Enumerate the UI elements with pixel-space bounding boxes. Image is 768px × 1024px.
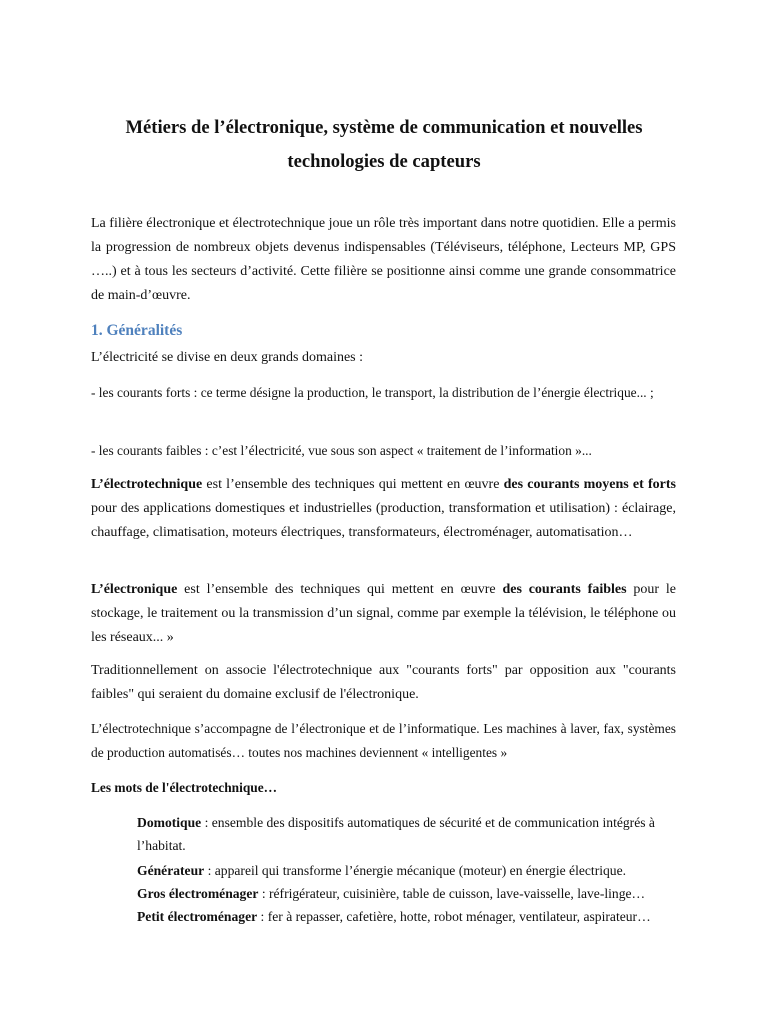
definition-term: Gros électroménager [137, 886, 259, 901]
section-heading-generalites: 1. Généralités [91, 322, 183, 339]
paragraph-courants-forts: - les courants forts : ce terme désigne la production, le transport, la distribution de l’énergie électrique... ; [91, 385, 654, 400]
term-electrotechnique: L’électrotechnique [91, 477, 203, 492]
definition-text: : appareil qui transforme l’énergie mécanique (moteur) en énergie électrique. [204, 863, 627, 878]
title-line-2: technologies de capteurs [287, 151, 481, 172]
paragraph-text: est l’ensemble des techniques qui mettent en œuvre [177, 582, 503, 597]
paragraph-courants-faibles: - les courants faibles : c’est l’électricité, vue sous son aspect « traitement de l’information »... [91, 443, 592, 458]
definition-text: : ensemble des dispositifs automatiques de sécurité et de communication intégrés à l’habitat. [137, 815, 655, 853]
definition-text: : réfrigérateur, cuisinière, table de cuisson, lave-vaisselle, lave-linge… [258, 886, 646, 901]
paragraph-text: est l’ensemble des techniques qui mettent en œuvre [202, 477, 504, 492]
paragraph-text: pour le stockage, le traitement ou la transmission d’un signal, comme par exemple la télévision, le téléphone ou les réseaux... » [91, 582, 676, 645]
definition-term: Petit électroménager [137, 909, 258, 924]
definition-term: Domotique [137, 815, 202, 830]
paragraph-domains: L’électricité se divise en deux grands domaines : [91, 350, 364, 365]
definition-item [137, 859, 677, 882]
words-heading: Les mots de l'électrotechnique… [91, 780, 278, 795]
paragraph-accompagne: L’électrotechnique s’accompagne de l’électronique et de l’informatique. Les machines à laver, fax, systèmes de production automatisés… toutes nos machines deviennent « intelligentes » [91, 721, 676, 760]
definition-item [137, 905, 677, 928]
paragraph-electronique [91, 578, 676, 650]
definition-item [137, 882, 677, 905]
document-title [80, 111, 688, 179]
term-courants-moyens-forts: des courants moyens et forts [503, 477, 676, 492]
paragraph-electrotechnique [91, 473, 676, 545]
term-electronique: L’électronique [91, 582, 178, 597]
definition-text: : fer à repasser, cafetière, hotte, robot ménager, ventilateur, aspirateur… [257, 909, 651, 924]
paragraph-traditionnellement: Traditionnellement on associe l'électrotechnique aux "courants forts" par opposition aux "courants faibles" qui seraient du domaine exclusif de l'électronique. [91, 663, 676, 702]
term-courants-faibles: des courants faibles [502, 582, 627, 597]
title-line-1: Métiers de l’électronique, système de communication et nouvelles [125, 117, 643, 138]
definition-term: Générateur [137, 863, 205, 878]
definition-item [137, 811, 677, 857]
intro-paragraph: La filière électronique et électrotechnique joue un rôle très important dans notre quotidien. Elle a permis la progression de nombreux objets devenus indispensables (Téléviseurs, téléphone, Lecteurs MP, GPS …..) et à tous les secteurs d’activité. Cette filière se positionne ainsi comme une grande consommatrice de main-d’œuvre. [91, 216, 676, 303]
paragraph-text: pour des applications domestiques et industrielles (production, transformation et utilisation) : éclairage, chauffage, climatisation, moteurs électriques, transformateurs, électroménager, automatisation… [91, 501, 676, 540]
